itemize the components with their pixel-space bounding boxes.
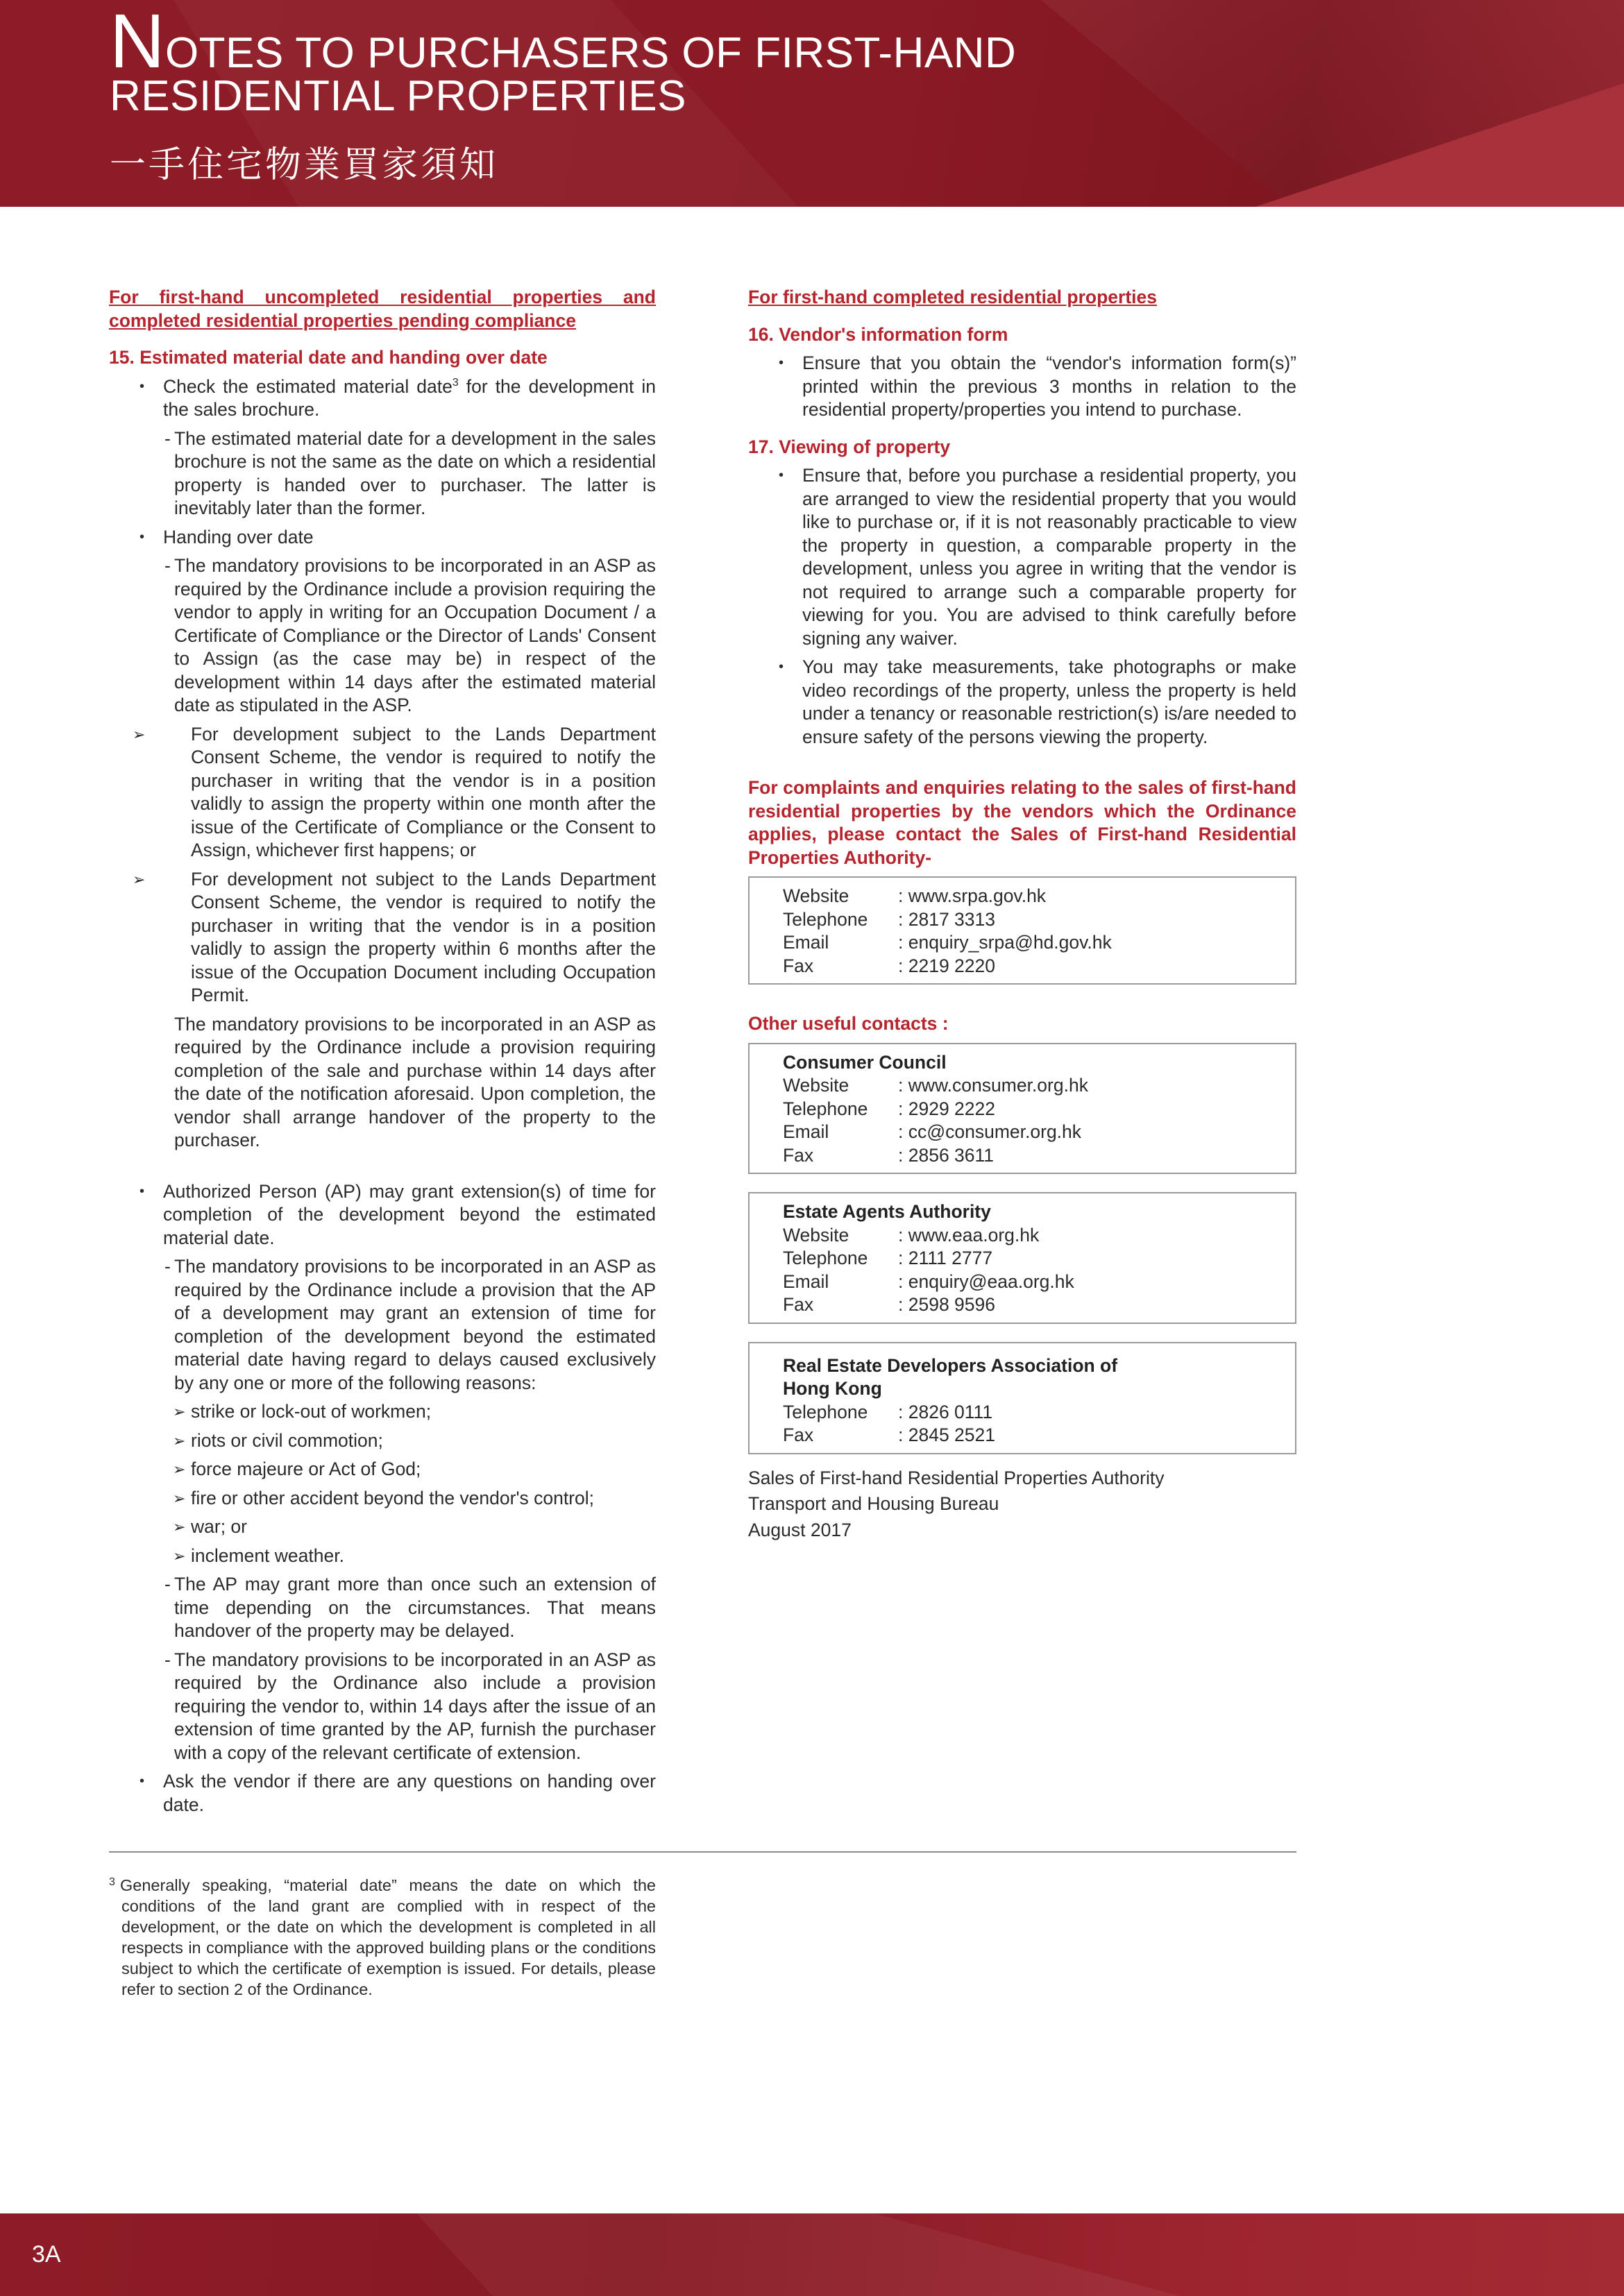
complaints-heading: For complaints and enquiries relating to the sales of first-hand residential properties by the vendors which the Ordinance applies, please contact the Sales of First-hand Residential Properties Authority-	[748, 777, 1296, 868]
estate-agents-authority-box	[748, 1192, 1296, 1324]
bullet-viewing-arranged: • Ensure that, before you purchase a residential property, you are arranged to view the residential property that you would like to purchase or, if it is not reasonably practicable to view the property in question, a comparable property in the development, unless you agree in writing that the vendor is not required to arrange such a comparable property for viewing for you. You are advised to think carefully before signing any waiver.	[748, 464, 1296, 650]
left-column	[109, 286, 656, 1817]
reason-item: ➢ force majeure or Act of God;	[109, 1458, 656, 1481]
paragraph-completion: The mandatory provisions to be incorporated in an ASP as required by the Ordinance include a provision requiring completion of the sale and purchase within 14 days after the date of the notification aforesaid. Upon completion, the vendor shall arrange handover of the property to the purchaser.	[174, 1013, 656, 1150]
bullet-authorized-person: • Authorized Person (AP) may grant extension(s) of time for completion of the development beyond the estimated material date.	[109, 1180, 656, 1250]
section-heading-uncompleted: For first-hand uncompleted residential properties and completed residential properties pending compliance	[109, 287, 656, 331]
reason-item: ➢ inclement weather.	[109, 1545, 656, 1568]
website-link[interactable]: : www.consumer.org.hk	[898, 1075, 1088, 1096]
website-link[interactable]: : www.eaa.org.hk	[898, 1224, 1040, 1245]
reason-item: ➢ riots or civil commotion;	[109, 1429, 656, 1453]
arrow-item-consent-scheme: ➢ For development subject to the Lands Department Consent Scheme, the vendor is required to notify the purchaser in writing that the vendor is in a position validly to assign the property within one month after the issue of the Certificate of Compliance or the Consent to Assign, whichever first happens; or	[109, 723, 656, 862]
contact-row: Email : enquiry_srpa@hd.gov.hk	[783, 931, 1262, 955]
contact-row: Fax : 2219 2220	[783, 955, 995, 976]
dash-item: - The AP may grant more than once such an extension of time depending on the circumstances. That means handover of the property may be delayed.	[109, 1573, 656, 1643]
contact-row: Fax : 2598 9596	[783, 1294, 995, 1315]
dash-item: - The estimated material date for a development in the sales brochure is not the same as the date on which a residential property is handed over to purchaser. The latter is inevitably later than the former.	[109, 427, 656, 520]
dash-item: - The mandatory provisions to be incorporated in an ASP as required by the Ordinance include a provision that the AP of a development may grant an extension of time for completion of the development beyond the estimated material date having regard to delays caused exclusively by any one or more of the following reasons:	[109, 1255, 656, 1395]
other-contacts-heading: Other useful contacts :	[748, 1013, 949, 1034]
footer-banner	[0, 2213, 1624, 2296]
footnote-ref: 3	[452, 376, 459, 389]
bullet-measurements: • You may take measurements, take photographs or make video recordings of the property, unless the property is held under a tenancy or reasonable restriction(s) is/are needed to ensure safety of the persons viewing the property.	[748, 656, 1296, 749]
right-column	[748, 286, 1296, 1542]
contact-row: Telephone : 2826 0111	[783, 1401, 993, 1422]
bullet-estimated-material-date: • Check the estimated material date$^3$ for the development in the sales brochure.	[109, 375, 656, 422]
banner-facet	[416, 2213, 1180, 2296]
reason-item: ➢ fire or other accident beyond the vendor's control;	[109, 1487, 656, 1511]
contact-row: Website : www.consumer.org.hk	[783, 1074, 1262, 1098]
bullet-handing-over-date: • Handing over date	[109, 526, 656, 550]
dash-item: - The mandatory provisions to be incorporated in an ASP as required by the Ordinance also include a provision requiring the vendor to, within 14 days after the issue of an extension of time granted by the AP, furnish the purchaser with a copy of the relevant certificate of extension.	[109, 1649, 656, 1765]
item-16-heading: 16. Vendor's information form	[748, 323, 1008, 345]
section-heading-completed: For first-hand completed residential properties	[748, 287, 1157, 307]
contact-org-title: Estate Agents Authority	[783, 1201, 991, 1222]
contact-row: Telephone : 2929 2222	[783, 1098, 995, 1119]
contact-row: Fax : 2845 2521	[783, 1425, 995, 1445]
email-link[interactable]: : enquiry_srpa@hd.gov.hk	[898, 932, 1112, 953]
item-15-heading: 15. Estimated material date and handing over date	[109, 347, 548, 368]
contact-row: Telephone : 2111 2777	[783, 1248, 993, 1268]
contact-row: Email : cc@consumer.org.hk	[783, 1121, 1262, 1144]
redahk-box	[748, 1342, 1296, 1454]
email-link[interactable]: : enquiry@eaa.org.hk	[898, 1270, 1074, 1292]
item-17-heading: 17. Viewing of property	[748, 436, 951, 457]
footnote-divider	[109, 1851, 1296, 1853]
contact-org-title: Hong Kong	[783, 1378, 882, 1399]
footnote-text: Generally speaking, “material date” means the date on which the conditions of the land grant are complied with in respect of the development, or the date on which the development is completed in all respects in compliance with the approved building plans or the conditions subject to which the certificate of exemption is issued. For details, please refer to section 2 of the Ordinance.	[120, 1876, 656, 1998]
consumer-council-box	[748, 1043, 1296, 1175]
contact-org-title: Consumer Council	[783, 1051, 947, 1073]
footnote-number: 3	[109, 1876, 115, 1888]
email-link[interactable]: : cc@consumer.org.hk	[898, 1121, 1082, 1142]
reason-item: ➢ strike or lock-out of workmen;	[109, 1400, 656, 1424]
contact-row: Email : enquiry@eaa.org.hk	[783, 1270, 1262, 1294]
bullet-vendor-info-form: • Ensure that you obtain the “vendor's information form(s)” printed within the previous 3 months in relation to the residential property/properties you intend to purchase.	[748, 352, 1296, 422]
page-title-line1: NOTES TO PURCHASERS OF FIRST-HAND	[110, 0, 1017, 84]
page-title-line2: RESIDENTIAL PROPERTIES	[110, 72, 686, 120]
arrow-item-non-consent-scheme: ➢ For development not subject to the Lands Department Consent Scheme, the vendor is required to notify the purchaser in writing that the vendor is in a position validly to assign the property within 6 months after the issue of the Occupation Document including Occupation Permit.	[109, 868, 656, 1007]
page-title-chinese: 一手住宅物業買家須知	[110, 144, 499, 186]
contact-org-title: Real Estate Developers Association of	[783, 1354, 1118, 1376]
contact-row: Website : www.srpa.gov.hk	[783, 885, 1262, 908]
issuer-signature: Sales of First-hand Residential Properties Authority Transport and Housing Bureau August 2017	[748, 1467, 1165, 1540]
bullet-ask-vendor: • Ask the vendor if there are any questions on handing over date.	[109, 1770, 656, 1817]
reason-item: ➢ war; or	[109, 1515, 656, 1539]
dash-item: - The mandatory provisions to be incorporated in an ASP as required by the Ordinance include a provision requiring the vendor to apply in writing for an Occupation Document / a Certificate of Compliance or the Director of Lands' Consent to Assign (as the case may be) in respect of the development within 14 days after the estimated material date as stipulated in the ASP.	[109, 554, 656, 717]
footnote	[109, 1875, 656, 2000]
contact-row: Telephone : 2817 3313	[783, 908, 995, 930]
page-title	[110, 0, 1017, 120]
header-banner	[0, 0, 1624, 207]
website-link[interactable]: : www.srpa.gov.hk	[898, 885, 1047, 906]
contact-row: Website : www.eaa.org.hk	[783, 1224, 1262, 1248]
page-number: 3A	[32, 2241, 61, 2268]
contact-row: Fax : 2856 3611	[783, 1144, 995, 1166]
srpa-contact-box	[748, 876, 1296, 985]
